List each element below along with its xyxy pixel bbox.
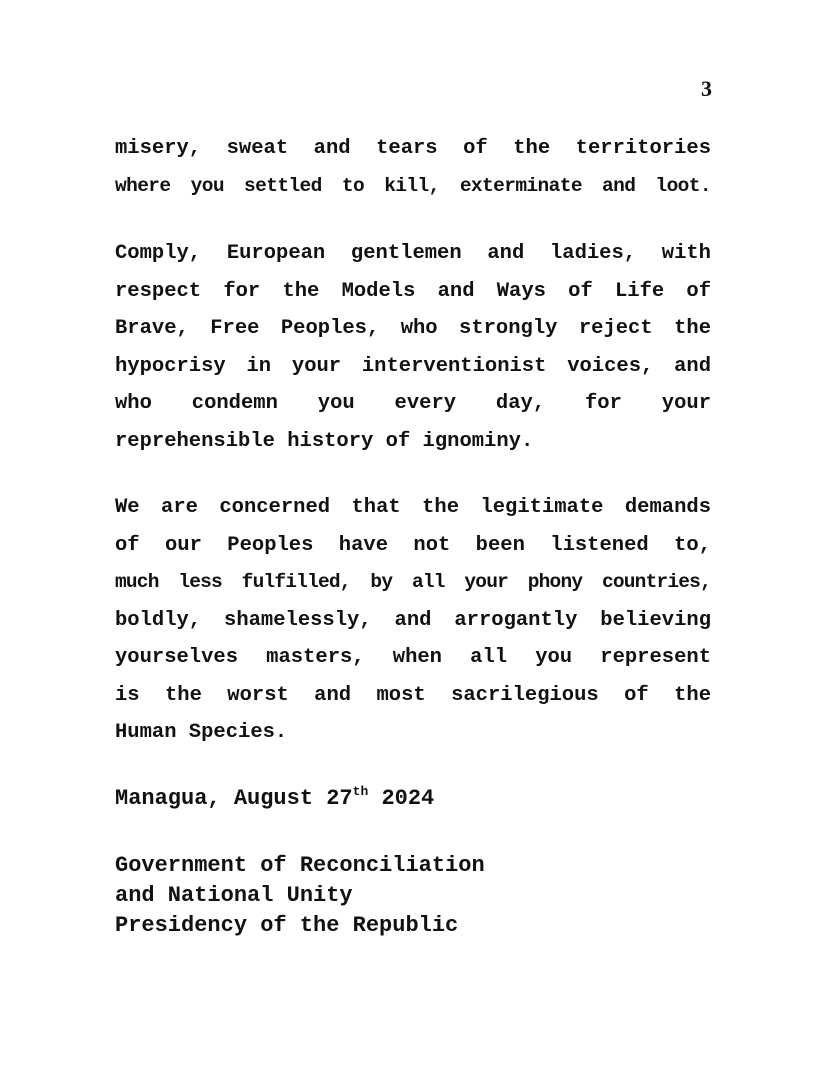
dateline-year: 2024 xyxy=(368,786,435,811)
text-line: of our Peoples have not been listened to, xyxy=(115,533,711,557)
text-line: much less fulfilled, by all your phony countries, xyxy=(115,571,711,593)
dateline-ordinal: th xyxy=(352,784,369,799)
page-number: 3 xyxy=(701,76,712,101)
text-line: where you settled to kill, exterminate and loot. xyxy=(115,174,711,197)
text-line: hypocrisy in your interventionist voices, and xyxy=(115,354,711,378)
dateline-place: Managua, August 27 xyxy=(115,786,353,811)
paragraph-3 xyxy=(115,489,711,752)
text-line: Human Species. xyxy=(115,721,288,744)
signature-line: Government of Reconciliation xyxy=(115,853,485,878)
text-line: is the worst and most sacrilegious of the xyxy=(115,683,711,707)
text-line: reprehensible history of ignominy. xyxy=(115,429,534,453)
text-line: respect for the Models and Ways of Life of xyxy=(115,279,711,303)
paragraph-2 xyxy=(115,235,711,460)
text-line: yourselves masters, when all you represent xyxy=(115,646,711,669)
text-line: Brave, Free Peoples, who strongly reject the xyxy=(115,317,711,340)
text-line: Comply, European gentlemen and ladies, with xyxy=(115,242,711,265)
text-line: We are concerned that the legitimate demands xyxy=(115,496,711,519)
text-line: misery, sweat and tears of the territories xyxy=(115,137,711,160)
text-line: boldly, shamelessly, and arrogantly believing xyxy=(115,608,711,632)
text-line: who condemn you every day, for your xyxy=(115,392,711,415)
signature-block xyxy=(115,851,485,941)
paragraph-1 xyxy=(115,130,711,205)
signature-line: and National Unity xyxy=(115,883,353,908)
dateline xyxy=(115,785,434,813)
signature-line: Presidency of the Republic xyxy=(115,913,459,938)
